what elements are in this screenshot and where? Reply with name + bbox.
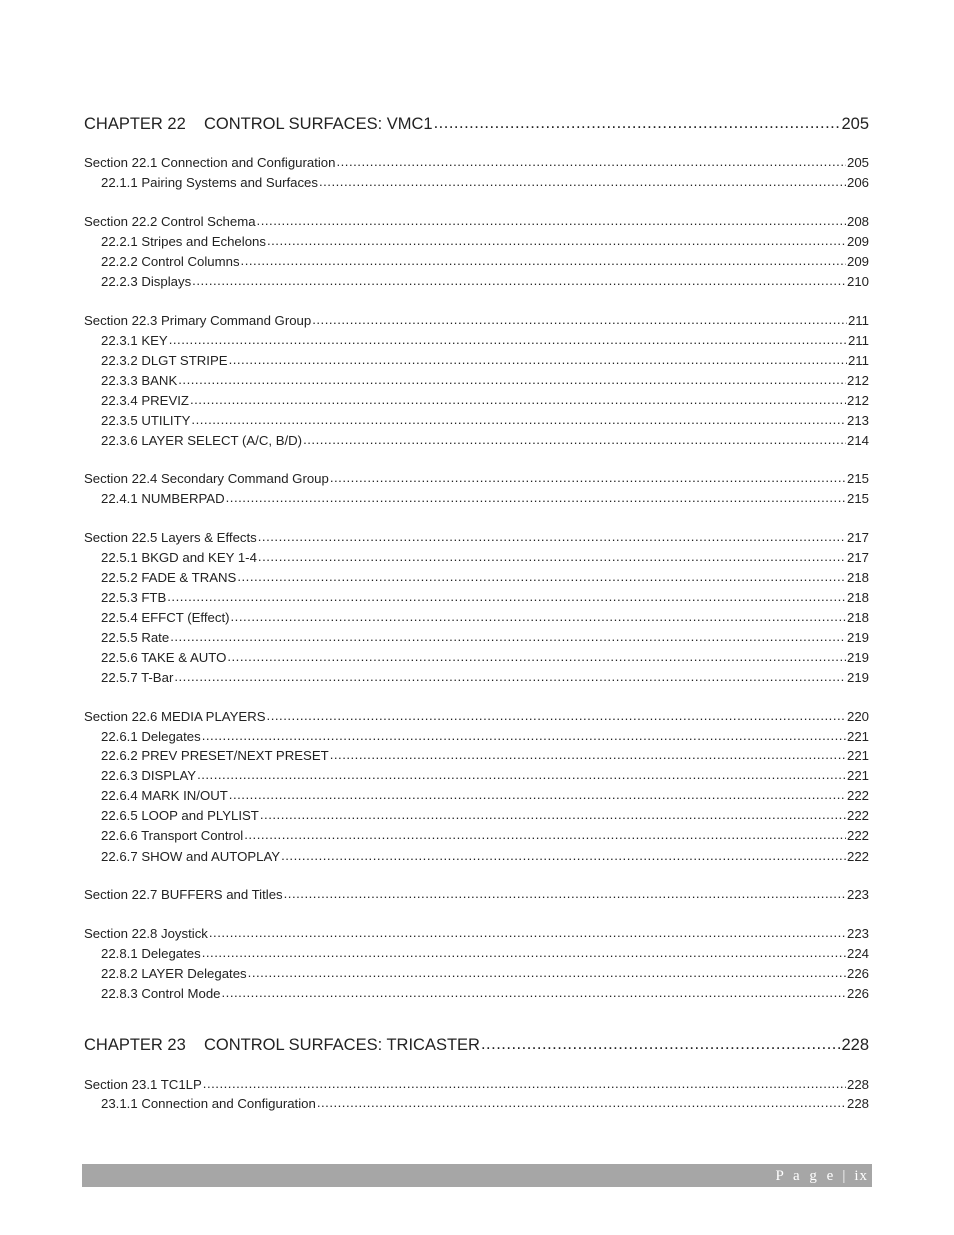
toc-section-entry[interactable]: [84, 925, 869, 943]
toc-subsection-entry[interactable]: [101, 965, 869, 983]
toc-dot-leader: [190, 392, 846, 409]
toc-dot-leader: [203, 1076, 846, 1093]
toc-section-entry[interactable]: [84, 886, 869, 904]
toc-entry-title: 22.6.5 LOOP and PLYLIST: [101, 808, 259, 823]
toc-page-number: 222: [846, 788, 869, 803]
toc-page-number: 212: [846, 373, 869, 388]
toc-page-number: 210: [846, 274, 869, 289]
toc-dot-leader: [319, 174, 846, 191]
toc-dot-leader: [244, 827, 846, 844]
footer-separator: |: [842, 1168, 849, 1184]
toc-dot-leader: [237, 569, 846, 586]
toc-subsection-entry[interactable]: [101, 728, 869, 746]
toc-entry-title: 22.3.2 DLGT STRIPE: [101, 353, 228, 368]
toc-entry-title: 22.5.6 TAKE & AUTO: [101, 650, 227, 665]
toc-dot-leader: [197, 767, 846, 784]
toc-entry-title: 22.8.2 LAYER Delegates: [101, 966, 247, 981]
toc-subsection-entry[interactable]: [101, 372, 869, 390]
toc-dot-leader: [481, 1034, 841, 1055]
toc-entry-title: CONTROL SURFACES: TRICASTER: [204, 1036, 480, 1054]
toc-entry-title: 22.2.3 Displays: [101, 274, 192, 289]
toc-subsection-entry[interactable]: [101, 787, 869, 805]
toc-entry-title: Section 22.2 Control Schema: [84, 214, 256, 229]
toc-subsection-entry[interactable]: [101, 767, 869, 785]
toc-entry-title: 22.5.7 T-Bar: [101, 670, 174, 685]
toc-dot-leader: [284, 886, 846, 903]
toc-entry-title: Section 22.1 Connection and Configuration: [84, 155, 336, 170]
toc-dot-leader: [258, 549, 846, 566]
toc-entry-title: 22.6.7 SHOW and AUTOPLAY: [101, 849, 281, 864]
toc-page-number: 222: [846, 828, 869, 843]
toc-section-entry[interactable]: [84, 470, 869, 488]
toc-page-number: 219: [846, 630, 869, 645]
toc-subsection-entry[interactable]: [101, 629, 869, 647]
page-number: ix: [854, 1168, 868, 1184]
toc-section-entry[interactable]: [84, 312, 869, 330]
toc-entry-title: 22.2.2 Control Columns: [101, 254, 240, 269]
toc-entry-title: Section 22.5 Layers & Effects: [84, 530, 257, 545]
toc-dot-leader: [336, 154, 846, 171]
toc-subsection-entry[interactable]: [101, 253, 869, 271]
toc-page-number: 206: [846, 175, 869, 190]
toc-dot-leader: [226, 490, 846, 507]
toc-section-entry[interactable]: [84, 213, 869, 231]
toc-dot-leader: [191, 412, 846, 429]
toc-page-number: 228: [846, 1077, 869, 1092]
toc-dot-leader: [202, 728, 846, 745]
toc-dot-leader: [229, 352, 847, 369]
toc-subsection-entry[interactable]: [101, 848, 869, 866]
toc-section-entry[interactable]: [84, 154, 869, 172]
toc-page-number: 219: [846, 670, 869, 685]
toc-page-number: 211: [847, 353, 869, 368]
toc-subsection-entry[interactable]: [101, 1095, 869, 1113]
toc-dot-leader: [330, 747, 846, 764]
toc-page-number: 217: [846, 550, 869, 565]
toc-entry-title: 22.5.2 FADE & TRANS: [101, 570, 237, 585]
toc-dot-leader: [222, 985, 846, 1002]
toc-page-number: 205: [841, 115, 869, 133]
toc-entry-title: Section 22.7 BUFFERS and Titles: [84, 887, 283, 902]
toc-page-number: 211: [847, 333, 869, 348]
toc-page-number: 226: [846, 966, 869, 981]
toc-subsection-entry[interactable]: [101, 569, 869, 587]
toc-dot-leader: [170, 629, 846, 646]
toc-entry-title: 22.6.3 DISPLAY: [101, 768, 197, 783]
toc-dot-leader: [317, 1095, 846, 1112]
toc-entry-title: 22.6.4 MARK IN/OUT: [101, 788, 228, 803]
toc-entry-title: 22.3.4 PREVIZ: [101, 393, 189, 408]
toc-subsection-entry[interactable]: [101, 332, 869, 350]
toc-dot-leader: [167, 589, 846, 606]
toc-entry-title: Section 23.1 TC1LP: [84, 1077, 202, 1092]
toc-dot-leader: [267, 708, 846, 725]
toc-entry-title: Section 22.3 Primary Command Group: [84, 313, 312, 328]
toc-entry-title: 22.6.1 Delegates: [101, 729, 201, 744]
toc-page-number: 209: [846, 234, 869, 249]
toc-subsection-entry[interactable]: [101, 490, 869, 508]
toc-dot-leader: [303, 432, 846, 449]
toc-entry-title: 22.3.3 BANK: [101, 373, 178, 388]
toc-dot-leader: [330, 470, 846, 487]
toc-dot-leader: [178, 372, 846, 389]
toc-section-entry[interactable]: [84, 1076, 869, 1094]
toc-entry-title: CONTROL SURFACES: VMC1: [204, 115, 433, 133]
toc-subsection-entry[interactable]: [101, 589, 869, 607]
toc-page-number: 221: [846, 748, 869, 763]
toc-chapter-entry[interactable]: [84, 1034, 869, 1056]
toc-page-number: 223: [846, 887, 869, 902]
toc-entry-title: 22.5.3 FTB: [101, 590, 167, 605]
toc-dot-leader: [258, 529, 846, 546]
toc-page-number: 219: [846, 650, 869, 665]
toc-page-number: 223: [846, 926, 869, 941]
toc-page-number: 221: [846, 729, 869, 744]
toc-entry-title: 22.5.4 EFFCT (Effect): [101, 610, 230, 625]
toc-entry-title: 22.8.1 Delegates: [101, 946, 201, 961]
toc-dot-leader: [312, 312, 847, 329]
toc-page-number: 215: [846, 471, 869, 486]
toc-entry-title: 22.6.6 Transport Control: [101, 828, 244, 843]
toc-section-entry[interactable]: [84, 529, 869, 547]
page-word: P a g e: [775, 1168, 837, 1184]
toc-dot-leader: [260, 807, 846, 824]
toc-dot-leader: [267, 233, 846, 250]
toc-subsection-entry[interactable]: [101, 609, 869, 627]
toc-entry-title: 22.2.1 Stripes and Echelons: [101, 234, 266, 249]
toc-subsection-entry[interactable]: [101, 827, 869, 845]
toc-entry-title: 22.3.6 LAYER SELECT (A/C, B/D): [101, 433, 303, 448]
toc-page-number: 220: [846, 709, 869, 724]
toc-subsection-entry[interactable]: [101, 669, 869, 687]
toc-page-number: 226: [846, 986, 869, 1001]
toc-entry-title: Section 22.8 Joystick: [84, 926, 208, 941]
toc-subsection-entry[interactable]: [101, 352, 869, 370]
toc-page-number: 213: [846, 413, 869, 428]
toc-entry-title: 22.8.3 Control Mode: [101, 986, 221, 1001]
toc-dot-leader: [229, 787, 846, 804]
toc-dot-leader: [174, 669, 846, 686]
toc-entry-title: 22.5.1 BKGD and KEY 1-4: [101, 550, 257, 565]
toc-subsection-entry[interactable]: [101, 945, 869, 963]
toc-subsection-entry[interactable]: [101, 747, 869, 765]
toc-page-number: 228: [846, 1096, 869, 1111]
toc-page-number: 215: [846, 491, 869, 506]
toc-section-entry[interactable]: [84, 708, 869, 726]
toc-subsection-entry[interactable]: [101, 392, 869, 410]
toc-chapter-entry[interactable]: [84, 113, 869, 135]
page-footer: [82, 1164, 872, 1187]
toc-subsection-entry[interactable]: [101, 549, 869, 567]
toc-entry-title: 22.3.1 KEY: [101, 333, 168, 348]
toc-dot-leader: [202, 945, 846, 962]
toc-entry-title: 22.3.5 UTILITY: [101, 413, 191, 428]
toc-page-number: 222: [846, 849, 869, 864]
toc-page-number: 211: [847, 313, 869, 328]
toc-page-number: 221: [846, 768, 869, 783]
toc-dot-leader: [241, 253, 846, 270]
toc-dot-leader: [248, 965, 846, 982]
toc-dot-leader: [281, 848, 846, 865]
toc-page-number: 214: [846, 433, 869, 448]
toc-subsection-entry[interactable]: [101, 174, 869, 192]
toc-page-number: 218: [846, 570, 869, 585]
toc-page-number: 217: [846, 530, 869, 545]
toc-page-number: 228: [841, 1036, 869, 1054]
toc-dot-leader: [257, 213, 846, 230]
toc-dot-leader: [209, 925, 846, 942]
toc-chapter-number: CHAPTER 23: [84, 1036, 186, 1054]
toc-chapter-number: CHAPTER 22: [84, 115, 186, 133]
toc-dot-leader: [192, 273, 846, 290]
toc-entry-title: 22.4.1 NUMBERPAD: [101, 491, 225, 506]
toc-subsection-entry[interactable]: [101, 985, 869, 1003]
toc-page-number: 218: [846, 590, 869, 605]
toc-subsection-entry[interactable]: [101, 649, 869, 667]
toc-entry-title: 22.5.5 Rate: [101, 630, 170, 645]
toc-page-number: 208: [846, 214, 869, 229]
toc-subsection-entry[interactable]: [101, 432, 869, 450]
toc-page-number: 209: [846, 254, 869, 269]
toc-dot-leader: [231, 609, 846, 626]
toc-page-number: 205: [846, 155, 869, 170]
toc-dot-leader: [434, 113, 841, 134]
page-footer-label: [775, 1164, 868, 1187]
toc-subsection-entry[interactable]: [101, 273, 869, 291]
toc-page-number: 212: [846, 393, 869, 408]
toc-dot-leader: [227, 649, 846, 666]
toc-subsection-entry[interactable]: [101, 233, 869, 251]
toc-entry-title: 22.1.1 Pairing Systems and Surfaces: [101, 175, 318, 190]
toc-page-number: 222: [846, 808, 869, 823]
toc-subsection-entry[interactable]: [101, 807, 869, 825]
toc-subsection-entry[interactable]: [101, 412, 869, 430]
toc-entry-title: Section 22.4 Secondary Command Group: [84, 471, 329, 486]
toc-entry-title: 23.1.1 Connection and Configuration: [101, 1096, 316, 1111]
toc-dot-leader: [169, 332, 847, 349]
toc-entry-title: Section 22.6 MEDIA PLAYERS: [84, 709, 266, 724]
toc-entry-title: 22.6.2 PREV PRESET/NEXT PRESET: [101, 748, 329, 763]
toc-page-number: 218: [846, 610, 869, 625]
toc-page-number: 224: [846, 946, 869, 961]
